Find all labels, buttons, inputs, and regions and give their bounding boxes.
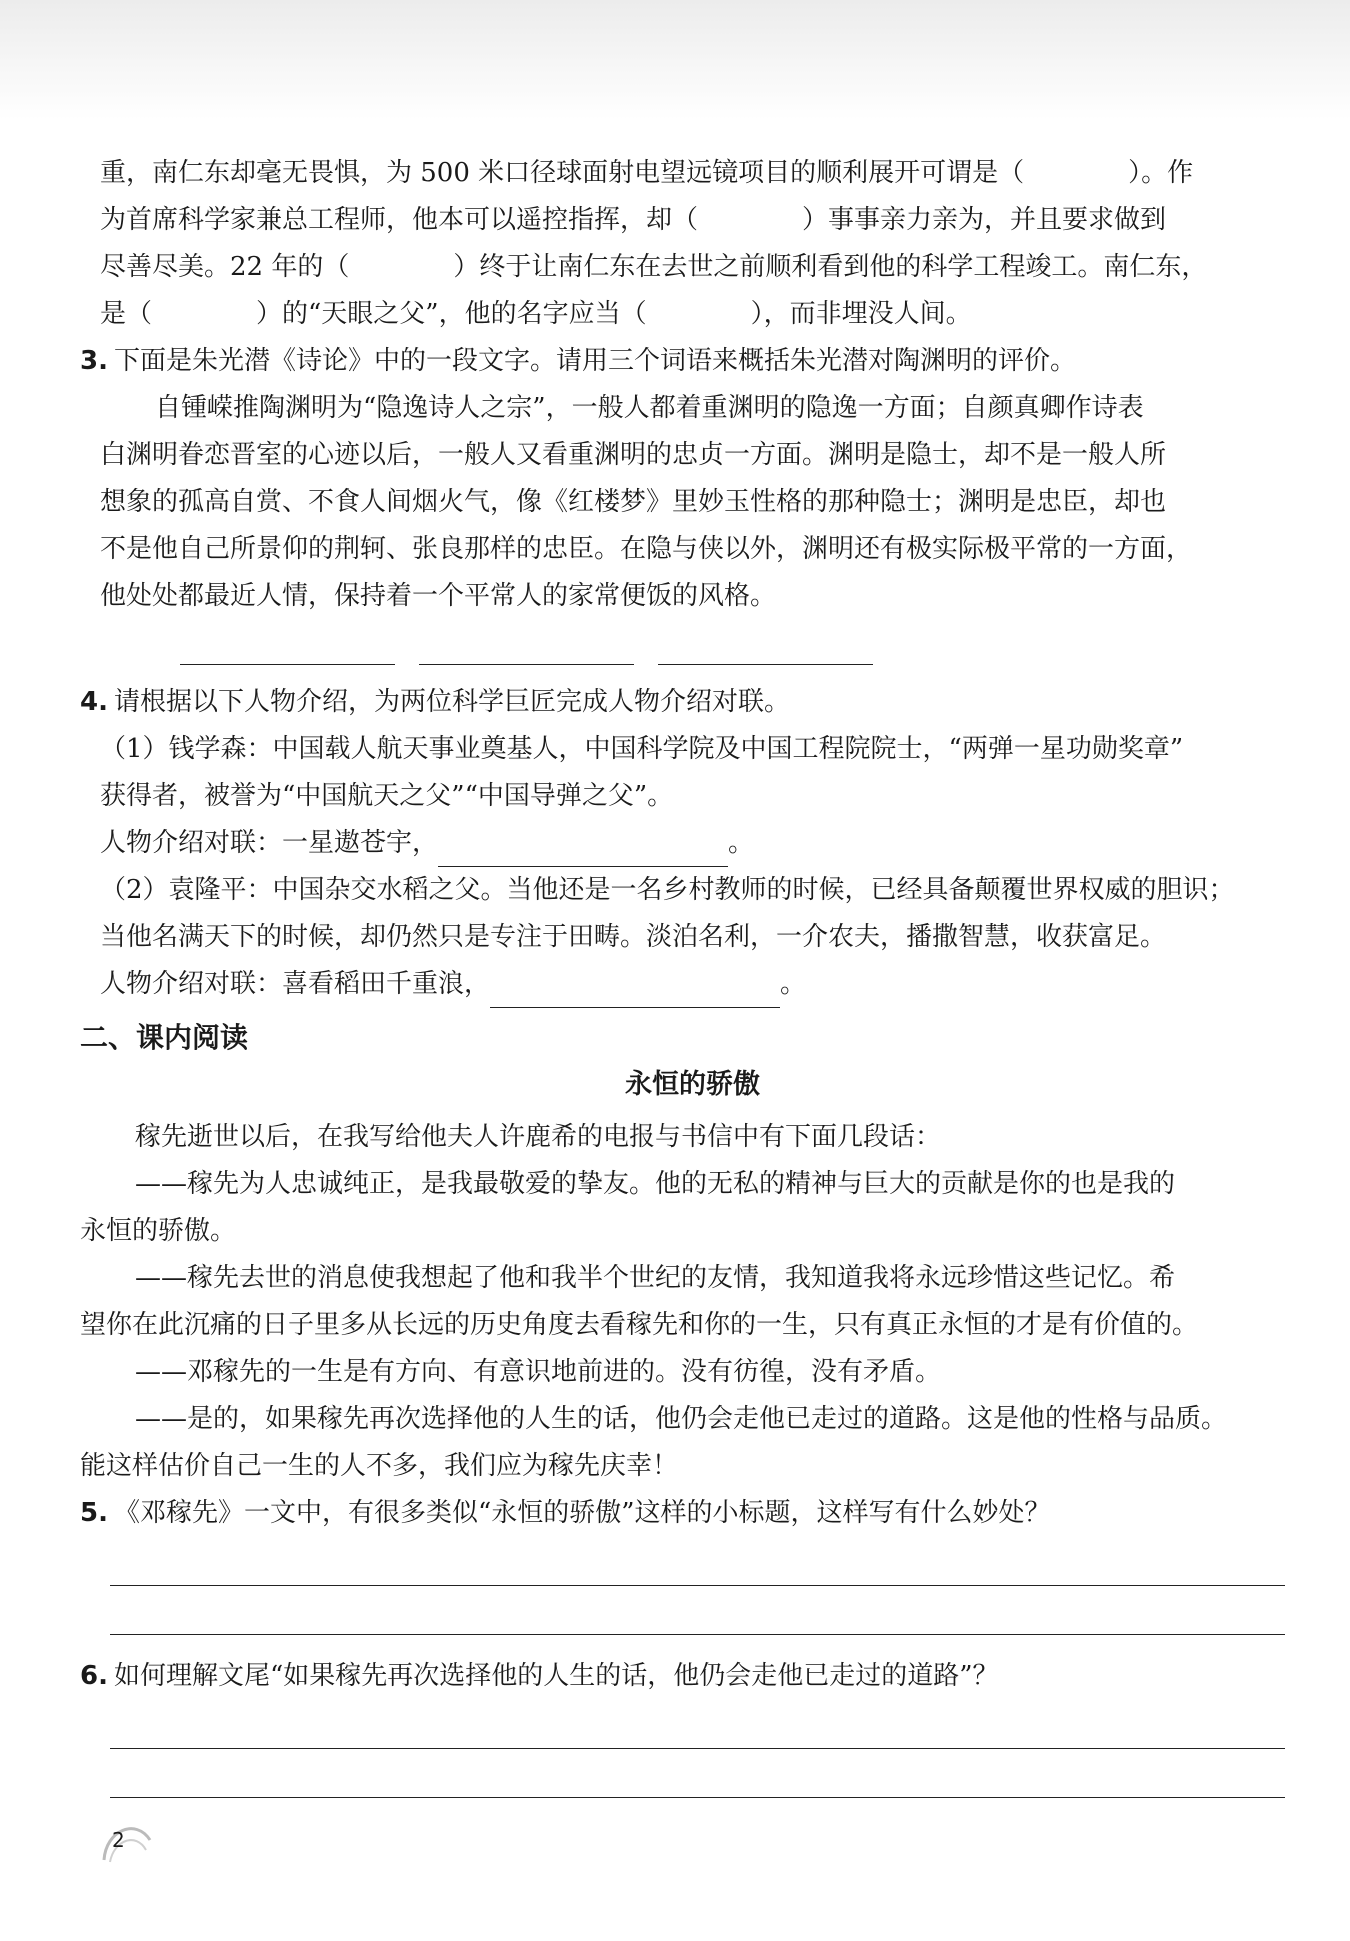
period: 。: [728, 828, 755, 858]
answer-blank-3[interactable]: [658, 630, 873, 665]
question-3: [80, 338, 1285, 665]
item2-line: 当他名满天下的时候，却仍然只是专注于田畴。淡泊名利，一介农夫，播撒智慧，收获富足。: [100, 922, 1167, 952]
question-4-prompt: [80, 679, 1285, 726]
scan-shadow: [0, 0, 1350, 120]
reading-line: 稼先逝世以后，在我写给他夫人许鹿希的电报与书信中有下面几段话：: [135, 1122, 942, 1152]
question-text: 请根据以下人物介绍，为两位科学巨匠完成人物介绍对联。: [113, 687, 790, 717]
answer-line[interactable]: [110, 1586, 1285, 1635]
question-3-prompt: [80, 338, 1285, 385]
reading-line: 望你在此沉痛的日子里多从长远的历史角度去看稼先和你的一生，只有真正永恒的才是有价值的。: [80, 1310, 1199, 1340]
section-heading: 二、课内阅读: [80, 1021, 249, 1054]
answer-lines: [110, 1700, 1285, 1798]
intro-line: 重，南仁东却毫无畏惧，为 500 米口径球面射电望远镜项目的顺利展开可谓是（ ）。作: [100, 158, 1194, 188]
passage-line: 自锺嵘推陶渊明为“隐逸诗人之宗”，一般人都着重渊明的隐逸一方面；自颜真卿作诗表: [155, 393, 1144, 423]
couplet-label: 人物介绍对联：一星遨苍宇，: [100, 828, 439, 858]
worksheet-page: [80, 150, 1285, 1798]
answer-line[interactable]: [110, 1537, 1285, 1586]
intro-line: 是（ ）的“天眼之父”，他的名字应当（ ），而非埋没人间。: [100, 299, 972, 329]
question-number: 4.: [80, 687, 108, 717]
reading-line: ——稼先去世的消息使我想起了他和我半个世纪的友情，我知道我将永远珍惜这些记忆。希: [135, 1263, 1176, 1293]
question-text: 《邓稼先》一文中，有很多类似“永恒的骄傲”这样的小标题，这样写有什么妙处？: [113, 1498, 1051, 1528]
couplet-1: [100, 820, 1285, 867]
question-6-prompt: [80, 1653, 1285, 1700]
question-number: 6.: [80, 1661, 108, 1691]
page-footer: [96, 1810, 156, 1870]
question-number: 5.: [80, 1498, 108, 1528]
question-5-prompt: [80, 1490, 1285, 1537]
couplet-label: 人物介绍对联：喜看稻田千重浪，: [100, 969, 491, 999]
answer-line[interactable]: [110, 1749, 1285, 1798]
question-6: [80, 1653, 1285, 1798]
intro-line: 为首席科学家兼总工程师，他本可以遥控指挥，却（ ）事事亲力亲为，并且要求做到: [100, 205, 1167, 235]
question-text: 如何理解文尾“如果稼先再次选择他的人生的话，他仍会走他已走过的道路”？: [113, 1661, 999, 1691]
question-5: [80, 1490, 1285, 1635]
reading-line: ——是的，如果稼先再次选择他的人生的话，他仍会走他已走过的道路。这是他的性格与品质。: [135, 1404, 1228, 1434]
reading-line: 永恒的骄傲。: [80, 1216, 237, 1246]
reading-passage: [80, 1114, 1285, 1490]
item1-line: （1）钱学森：中国载人航天事业奠基人，中国科学院及中国工程院院士，“两弹一星功勋奖章”: [100, 734, 1184, 764]
couplet-1-blank[interactable]: [438, 834, 728, 867]
answer-blank-2[interactable]: [419, 630, 634, 665]
answer-lines: [110, 1537, 1285, 1635]
intro-paragraph: [100, 150, 1285, 338]
passage-line: 想象的孤高自赏、不食人间烟火气，像《红楼梦》里妙玉性格的那种隐士；渊明是忠臣，却也: [100, 487, 1167, 517]
question-4: [80, 679, 1285, 1008]
question-number: 3.: [80, 346, 108, 376]
intro-line: 尽善尽美。22 年的（ ）终于让南仁东在去世之前顺利看到他的科学工程竣工。南仁东，: [100, 252, 1208, 282]
reading-line: ——稼先为人忠诚纯正，是我最敬爱的挚友。他的无私的精神与巨大的贡献是你的也是我的: [135, 1169, 1176, 1199]
answer-blank-1[interactable]: [180, 630, 395, 665]
page-number: 2: [112, 1828, 125, 1852]
period: 。: [780, 969, 807, 999]
passage-line: 不是他自己所景仰的荆轲、张良那样的忠臣。在隐与侠以外，渊明还有极实际极平常的一方面，: [100, 534, 1193, 564]
passage-line: 他处处都最近人情，保持着一个平常人的家常便饭的风格。: [100, 581, 777, 611]
passage-line: 白渊明眷恋晋室的心迹以后，一般人又看重渊明的忠贞一方面。渊明是隐士，却不是一般人所: [100, 440, 1167, 470]
page-swirl-icon: [96, 1810, 156, 1870]
couplet-2: [100, 961, 1285, 1008]
couplet-2-blank[interactable]: [490, 975, 780, 1008]
item1-line: 获得者，被誉为“中国航天之父”“中国导弹之父”。: [100, 781, 674, 811]
item2-line: （2）袁隆平：中国杂交水稻之父。当他还是一名乡村教师的时候，已经具备颠覆世界权威的胆识；: [100, 875, 1235, 905]
reading-line: 能这样估价自己一生的人不多，我们应为稼先庆幸！: [80, 1451, 679, 1481]
answer-blanks: [180, 630, 1285, 665]
reading-title: 永恒的骄傲: [625, 1069, 760, 1100]
question-text: 下面是朱光潜《诗论》中的一段文字。请用三个词语来概括朱光潜对陶渊明的评价。: [113, 346, 1076, 376]
reading-line: ——邓稼先的一生是有方向、有意识地前进的。没有彷徨，没有矛盾。: [135, 1357, 942, 1387]
answer-line[interactable]: [110, 1700, 1285, 1749]
